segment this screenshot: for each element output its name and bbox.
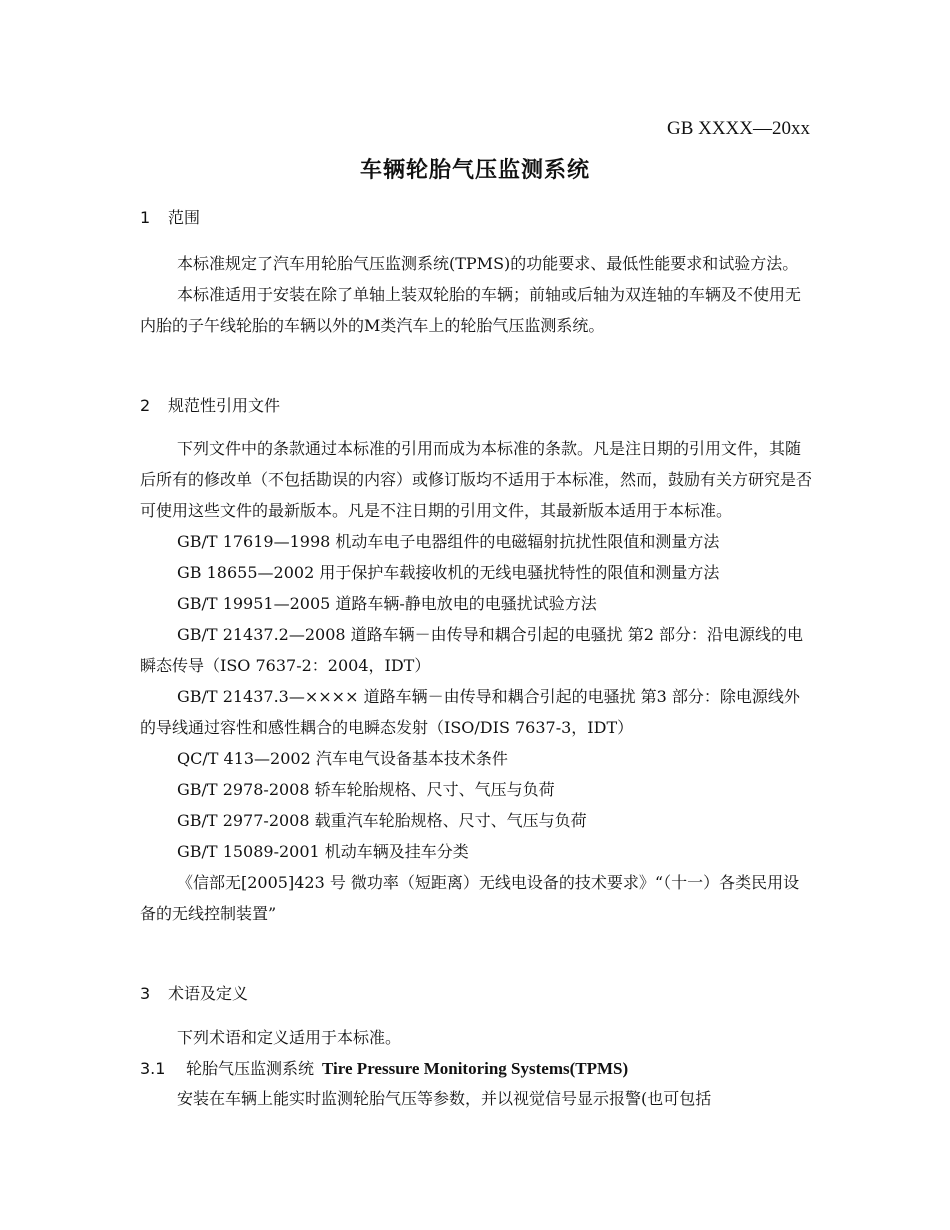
subsection-title-cn: 轮胎气压监测系统	[186, 1059, 315, 1078]
section-3-heading	[140, 981, 248, 1004]
section-title: 术语及定义	[168, 984, 249, 1003]
section-number: 1	[140, 208, 151, 227]
subsection-3-1-body	[140, 1083, 812, 1114]
reference-item: GB/T 17619—1998 机动车电子电器组件的电磁辐射抗扰性限值和测量方法	[177, 532, 720, 551]
subsection-number: 3.1	[140, 1059, 166, 1078]
paragraph: 本标准规定了汽车用轮胎气压监测系统(TPMS)的功能要求、最低性能要求和试验方法。	[177, 254, 799, 273]
reference-item: GB/T 15089-2001 机动车辆及挂车分类	[177, 842, 469, 861]
section-1-body	[140, 248, 812, 341]
reference-item: GB 18655—2002 用于保护车载接收机的无线电骚扰特性的限值和测量方法	[177, 563, 720, 582]
section-2-heading	[140, 393, 280, 416]
reference-item: GB/T 2978-2008 轿车轮胎规格、尺寸、气压与负荷	[177, 780, 555, 799]
paragraph: 下列术语和定义适用于本标准。	[177, 1028, 402, 1047]
section-title: 规范性引用文件	[168, 396, 281, 415]
subsection-3-1-heading	[140, 1056, 628, 1079]
paragraph: 本标准适用于安装在除了单轴上装双轮胎的车辆；前轴或后轴为双连轴的车辆及不使用无内胎的子午线轮胎的车辆以外的M类汽车上的轮胎气压监测系统。	[140, 285, 802, 335]
standard-code: GB XXXX—20xx	[666, 118, 810, 139]
reference-item: GB/T 21437.2—2008 道路车辆－由传导和耦合引起的电骚扰 第2 部分：沿电源线的电瞬态传导（ISO 7637-2：2004，IDT）	[140, 625, 804, 675]
section-2-body	[140, 433, 812, 929]
document-title: 车辆轮胎气压监测系统	[359, 158, 590, 183]
subsection-title-en: Tire Pressure Monitoring Systems(TPMS)	[322, 1059, 629, 1078]
reference-item: 《信部无[2005]423 号 微功率（短距离）无线电设备的技术要求》“（十一）各类民用设备的无线控制装置”	[140, 873, 800, 923]
reference-item: GB/T 19951—2005 道路车辆-静电放电的电骚扰试验方法	[177, 594, 597, 613]
section-3-intro	[140, 1022, 812, 1053]
section-number: 2	[140, 396, 151, 415]
paragraph: 下列文件中的条款通过本标准的引用而成为本标准的条款。凡是注日期的引用文件，其随后所有的修改单（不包括勘误的内容）或修订版均不适用于本标准，然而，鼓励有关方研究是否可使用这些文件的最新版本。凡是不注日期的引用文件，其最新版本适用于本标准。	[140, 439, 813, 520]
section-1-heading	[140, 205, 200, 228]
reference-item: GB/T 2977-2008 载重汽车轮胎规格、尺寸、气压与负荷	[177, 811, 587, 830]
reference-item: GB/T 21437.3—×××× 道路车辆－由传导和耦合引起的电骚扰 第3 部分：除电源线外的导线通过容性和感性耦合的电瞬态发射（ISO/DIS 7637-3，IDT）	[140, 687, 800, 737]
section-number: 3	[140, 984, 151, 1003]
reference-item: QC/T 413—2002 汽车电气设备基本技术条件	[177, 749, 508, 768]
paragraph: 安装在车辆上能实时监测轮胎气压等参数，并以视觉信号显示报警(也可包括	[177, 1089, 712, 1108]
section-title: 范围	[168, 208, 201, 227]
